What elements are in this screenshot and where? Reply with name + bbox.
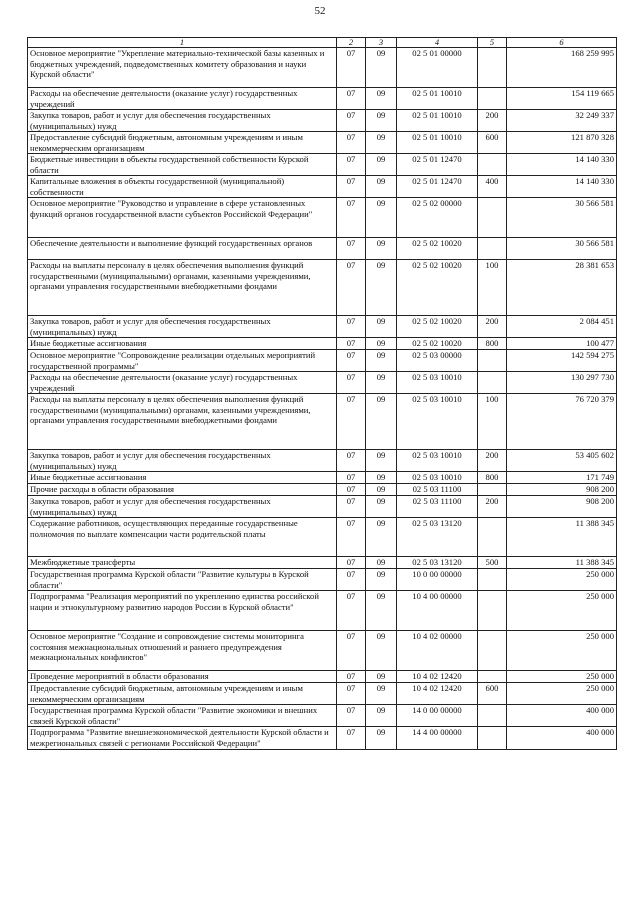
table-row: [28, 727, 617, 750]
cell-pr: 09: [366, 316, 397, 338]
cell-vr: [478, 727, 507, 750]
cell-csr: 02 5 02 10020: [397, 238, 478, 260]
cell-vr: [478, 154, 507, 176]
cell-rz: 07: [337, 338, 366, 350]
header-cell: 4: [397, 38, 478, 48]
cell-vr: 200: [478, 316, 507, 338]
cell-rz: 07: [337, 671, 366, 683]
cell-csr: 02 5 02 10020: [397, 338, 478, 350]
cell-pr: 09: [366, 671, 397, 683]
cell-sum: 11 388 345: [507, 557, 617, 569]
cell-csr: 02 5 01 10010: [397, 110, 478, 132]
cell-rz: 07: [337, 238, 366, 260]
cell-vr: [478, 518, 507, 557]
cell-csr: 10 4 02 12420: [397, 683, 478, 705]
cell-sum: 142 594 275: [507, 350, 617, 372]
cell-sum: 30 566 581: [507, 238, 617, 260]
table-row: [28, 472, 617, 484]
table-row: [28, 350, 617, 372]
cell-rz: 07: [337, 88, 366, 110]
cell-rz: 07: [337, 727, 366, 750]
cell-pr: 09: [366, 683, 397, 705]
cell-csr: 10 4 02 00000: [397, 631, 478, 671]
cell-sum: 250 000: [507, 671, 617, 683]
cell-sum: 250 000: [507, 591, 617, 631]
cell-csr: 02 5 01 12470: [397, 154, 478, 176]
table-row: [28, 557, 617, 569]
cell-name: Проведение мероприятий в области образования: [28, 671, 337, 683]
table-row: [28, 569, 617, 591]
cell-sum: 100 477: [507, 338, 617, 350]
cell-name: Подпрограмма "Развитие внешнеэкономической деятельности Курской области и межрегиональных связей с регионами Российской Федерации": [28, 727, 337, 750]
cell-csr: 02 5 03 13120: [397, 557, 478, 569]
cell-vr: 800: [478, 472, 507, 484]
cell-rz: 07: [337, 705, 366, 727]
cell-vr: [478, 484, 507, 496]
cell-csr: 02 5 02 00000: [397, 198, 478, 238]
cell-sum: 28 381 653: [507, 260, 617, 316]
cell-sum: 154 119 665: [507, 88, 617, 110]
cell-sum: 14 140 330: [507, 154, 617, 176]
cell-name: Закупка товаров, работ и услуг для обеспечения государственных (муниципальных) нужд: [28, 110, 337, 132]
cell-vr: 400: [478, 176, 507, 198]
cell-pr: 09: [366, 154, 397, 176]
cell-name: Содержание работников, осуществляющих переданные государственные полномочия по выплате компенсации части родительской платы: [28, 518, 337, 557]
cell-vr: 100: [478, 260, 507, 316]
cell-rz: 07: [337, 631, 366, 671]
cell-rz: 07: [337, 591, 366, 631]
cell-name: Основное мероприятие "Укрепление материально-технической базы казенных и бюджетных учреждений, подведомственных комитету образования и науки Курской области": [28, 48, 337, 88]
cell-name: Прочие расходы в области образования: [28, 484, 337, 496]
cell-rz: 07: [337, 496, 366, 518]
cell-name: Иные бюджетные ассигнования: [28, 472, 337, 484]
cell-sum: 130 297 730: [507, 372, 617, 394]
cell-csr: 02 5 03 13120: [397, 518, 478, 557]
cell-name: Государственная программа Курской области "Развитие экономики и внешних связей Курской области": [28, 705, 337, 727]
cell-csr: 02 5 02 10020: [397, 260, 478, 316]
cell-name: Расходы на обеспечение деятельности (оказание услуг) государственных учреждений: [28, 88, 337, 110]
cell-csr: 02 5 03 11100: [397, 484, 478, 496]
cell-name: Подпрограмма "Реализация мероприятий по укреплению единства российской нации и этнокультурному развитию народов России в Курской области": [28, 591, 337, 631]
table-row: [28, 316, 617, 338]
table-row: [28, 260, 617, 316]
cell-pr: 09: [366, 238, 397, 260]
cell-csr: 10 0 00 00000: [397, 569, 478, 591]
cell-rz: 07: [337, 316, 366, 338]
cell-vr: [478, 238, 507, 260]
cell-csr: 10 4 00 00000: [397, 591, 478, 631]
cell-sum: 400 000: [507, 727, 617, 750]
cell-csr: 02 5 01 10010: [397, 132, 478, 154]
cell-name: Обеспечение деятельности и выполнение функций государственных органов: [28, 238, 337, 260]
cell-rz: 07: [337, 132, 366, 154]
cell-csr: 02 5 01 10010: [397, 88, 478, 110]
cell-sum: 76 720 379: [507, 394, 617, 450]
cell-name: Основное мероприятие "Руководство и управление в сфере установленных функций органов государственной власти субъектов Российской Федерации": [28, 198, 337, 238]
cell-vr: 800: [478, 338, 507, 350]
cell-pr: 09: [366, 176, 397, 198]
cell-rz: 07: [337, 394, 366, 450]
cell-sum: 250 000: [507, 631, 617, 671]
cell-csr: 02 5 03 00000: [397, 350, 478, 372]
header-cell: 6: [507, 38, 617, 48]
cell-vr: 600: [478, 132, 507, 154]
cell-sum: 14 140 330: [507, 176, 617, 198]
cell-vr: [478, 198, 507, 238]
cell-csr: 10 4 02 12420: [397, 671, 478, 683]
cell-vr: 500: [478, 557, 507, 569]
cell-rz: 07: [337, 260, 366, 316]
cell-name: Предоставление субсидий бюджетным, автономным учреждениям и иным некоммерческим организациям: [28, 132, 337, 154]
cell-sum: 250 000: [507, 569, 617, 591]
cell-pr: 09: [366, 450, 397, 472]
cell-sum: 53 405 602: [507, 450, 617, 472]
header-row: [28, 38, 617, 48]
table-row: [28, 450, 617, 472]
cell-csr: 02 5 03 10010: [397, 394, 478, 450]
cell-name: Закупка товаров, работ и услуг для обеспечения государственных (муниципальных) нужд: [28, 316, 337, 338]
table-row: [28, 591, 617, 631]
table-row: [28, 88, 617, 110]
table-row: [28, 132, 617, 154]
cell-pr: 09: [366, 557, 397, 569]
table-row: [28, 496, 617, 518]
cell-rz: 07: [337, 198, 366, 238]
cell-vr: [478, 350, 507, 372]
cell-sum: 32 249 337: [507, 110, 617, 132]
cell-rz: 07: [337, 48, 366, 88]
cell-csr: 02 5 01 00000: [397, 48, 478, 88]
cell-vr: 200: [478, 110, 507, 132]
cell-pr: 09: [366, 518, 397, 557]
cell-sum: 908 200: [507, 496, 617, 518]
cell-rz: 07: [337, 110, 366, 132]
cell-vr: [478, 631, 507, 671]
cell-rz: 07: [337, 518, 366, 557]
page-number: 52: [314, 5, 326, 17]
cell-pr: 09: [366, 198, 397, 238]
header-cell: 1: [28, 38, 337, 48]
cell-vr: [478, 671, 507, 683]
cell-name: Расходы на выплаты персоналу в целях обеспечения выполнения функций государственными (муниципальными) органами, казенными учреждениями, органами управления государственными внебюджетными фондами: [28, 260, 337, 316]
table-row: [28, 705, 617, 727]
table-row: [28, 110, 617, 132]
cell-name: Иные бюджетные ассигнования: [28, 338, 337, 350]
cell-csr: 02 5 03 10010: [397, 450, 478, 472]
cell-rz: 07: [337, 557, 366, 569]
cell-pr: 09: [366, 88, 397, 110]
cell-pr: 09: [366, 110, 397, 132]
table-body: [28, 48, 617, 750]
cell-sum: 121 870 328: [507, 132, 617, 154]
cell-csr: 02 5 01 12470: [397, 176, 478, 198]
cell-vr: [478, 48, 507, 88]
table-row: [28, 176, 617, 198]
cell-vr: [478, 372, 507, 394]
cell-name: Предоставление субсидий бюджетным, автономным учреждениям и иным некоммерческим организациям: [28, 683, 337, 705]
cell-pr: 09: [366, 705, 397, 727]
cell-csr: 14 0 00 00000: [397, 705, 478, 727]
table-row: [28, 484, 617, 496]
cell-name: Расходы на выплаты персоналу в целях обеспечения выполнения функций государственными (муниципальными) органами, казенными учреждениями, органами управления государственными внебюджетными фондами: [28, 394, 337, 450]
cell-csr: 02 5 03 10010: [397, 372, 478, 394]
table-row: [28, 671, 617, 683]
cell-vr: 100: [478, 394, 507, 450]
table-row: [28, 48, 617, 88]
cell-pr: 09: [366, 496, 397, 518]
cell-rz: 07: [337, 484, 366, 496]
cell-name: Закупка товаров, работ и услуг для обеспечения государственных (муниципальных) нужд: [28, 496, 337, 518]
cell-sum: 30 566 581: [507, 198, 617, 238]
cell-vr: [478, 88, 507, 110]
table-row: [28, 683, 617, 705]
cell-sum: 908 200: [507, 484, 617, 496]
header-cell: 2: [337, 38, 366, 48]
cell-csr: 02 5 03 10010: [397, 472, 478, 484]
cell-pr: 09: [366, 472, 397, 484]
cell-sum: 11 388 345: [507, 518, 617, 557]
cell-vr: [478, 591, 507, 631]
cell-pr: 09: [366, 260, 397, 316]
table-row: [28, 372, 617, 394]
cell-name: Бюджетные инвестиции в объекты государственной собственности Курской области: [28, 154, 337, 176]
budget-table: [27, 37, 617, 750]
cell-sum: 168 259 995: [507, 48, 617, 88]
table-row: [28, 338, 617, 350]
cell-pr: 09: [366, 372, 397, 394]
cell-rz: 07: [337, 472, 366, 484]
cell-rz: 07: [337, 683, 366, 705]
cell-vr: [478, 705, 507, 727]
table-row: [28, 238, 617, 260]
cell-name: Капитальные вложения в объекты государственной (муниципальной) собственности: [28, 176, 337, 198]
cell-pr: 09: [366, 631, 397, 671]
cell-csr: 14 4 00 00000: [397, 727, 478, 750]
cell-sum: 400 000: [507, 705, 617, 727]
cell-rz: 07: [337, 450, 366, 472]
cell-rz: 07: [337, 154, 366, 176]
cell-rz: 07: [337, 350, 366, 372]
table-row: [28, 631, 617, 671]
cell-name: Государственная программа Курской области "Развитие культуры в Курской области": [28, 569, 337, 591]
cell-name: Закупка товаров, работ и услуг для обеспечения государственных (муниципальных) нужд: [28, 450, 337, 472]
cell-rz: 07: [337, 176, 366, 198]
cell-pr: 09: [366, 350, 397, 372]
cell-vr: [478, 569, 507, 591]
cell-pr: 09: [366, 591, 397, 631]
cell-pr: 09: [366, 338, 397, 350]
cell-pr: 09: [366, 394, 397, 450]
table-row: [28, 518, 617, 557]
cell-rz: 07: [337, 372, 366, 394]
cell-vr: 600: [478, 683, 507, 705]
cell-csr: 02 5 03 11100: [397, 496, 478, 518]
cell-sum: 171 749: [507, 472, 617, 484]
cell-name: Основное мероприятие "Сопровождение реализации отдельных мероприятий государственной программы": [28, 350, 337, 372]
cell-csr: 02 5 02 10020: [397, 316, 478, 338]
cell-sum: 250 000: [507, 683, 617, 705]
table-row: [28, 394, 617, 450]
cell-pr: 09: [366, 727, 397, 750]
table-row: [28, 198, 617, 238]
cell-rz: 07: [337, 569, 366, 591]
cell-vr: 200: [478, 496, 507, 518]
table-row: [28, 154, 617, 176]
cell-vr: 200: [478, 450, 507, 472]
cell-name: Межбюджетные трансферты: [28, 557, 337, 569]
cell-name: Расходы на обеспечение деятельности (оказание услуг) государственных учреждений: [28, 372, 337, 394]
cell-pr: 09: [366, 48, 397, 88]
header-cell: 5: [478, 38, 507, 48]
cell-pr: 09: [366, 569, 397, 591]
cell-pr: 09: [366, 484, 397, 496]
cell-name: Основное мероприятие "Создание и сопровождение системы мониторинга состояния межнациональных отношений и раннего предупреждения межнациональных конфликтов": [28, 631, 337, 671]
cell-sum: 2 084 451: [507, 316, 617, 338]
cell-pr: 09: [366, 132, 397, 154]
header-cell: 3: [366, 38, 397, 48]
